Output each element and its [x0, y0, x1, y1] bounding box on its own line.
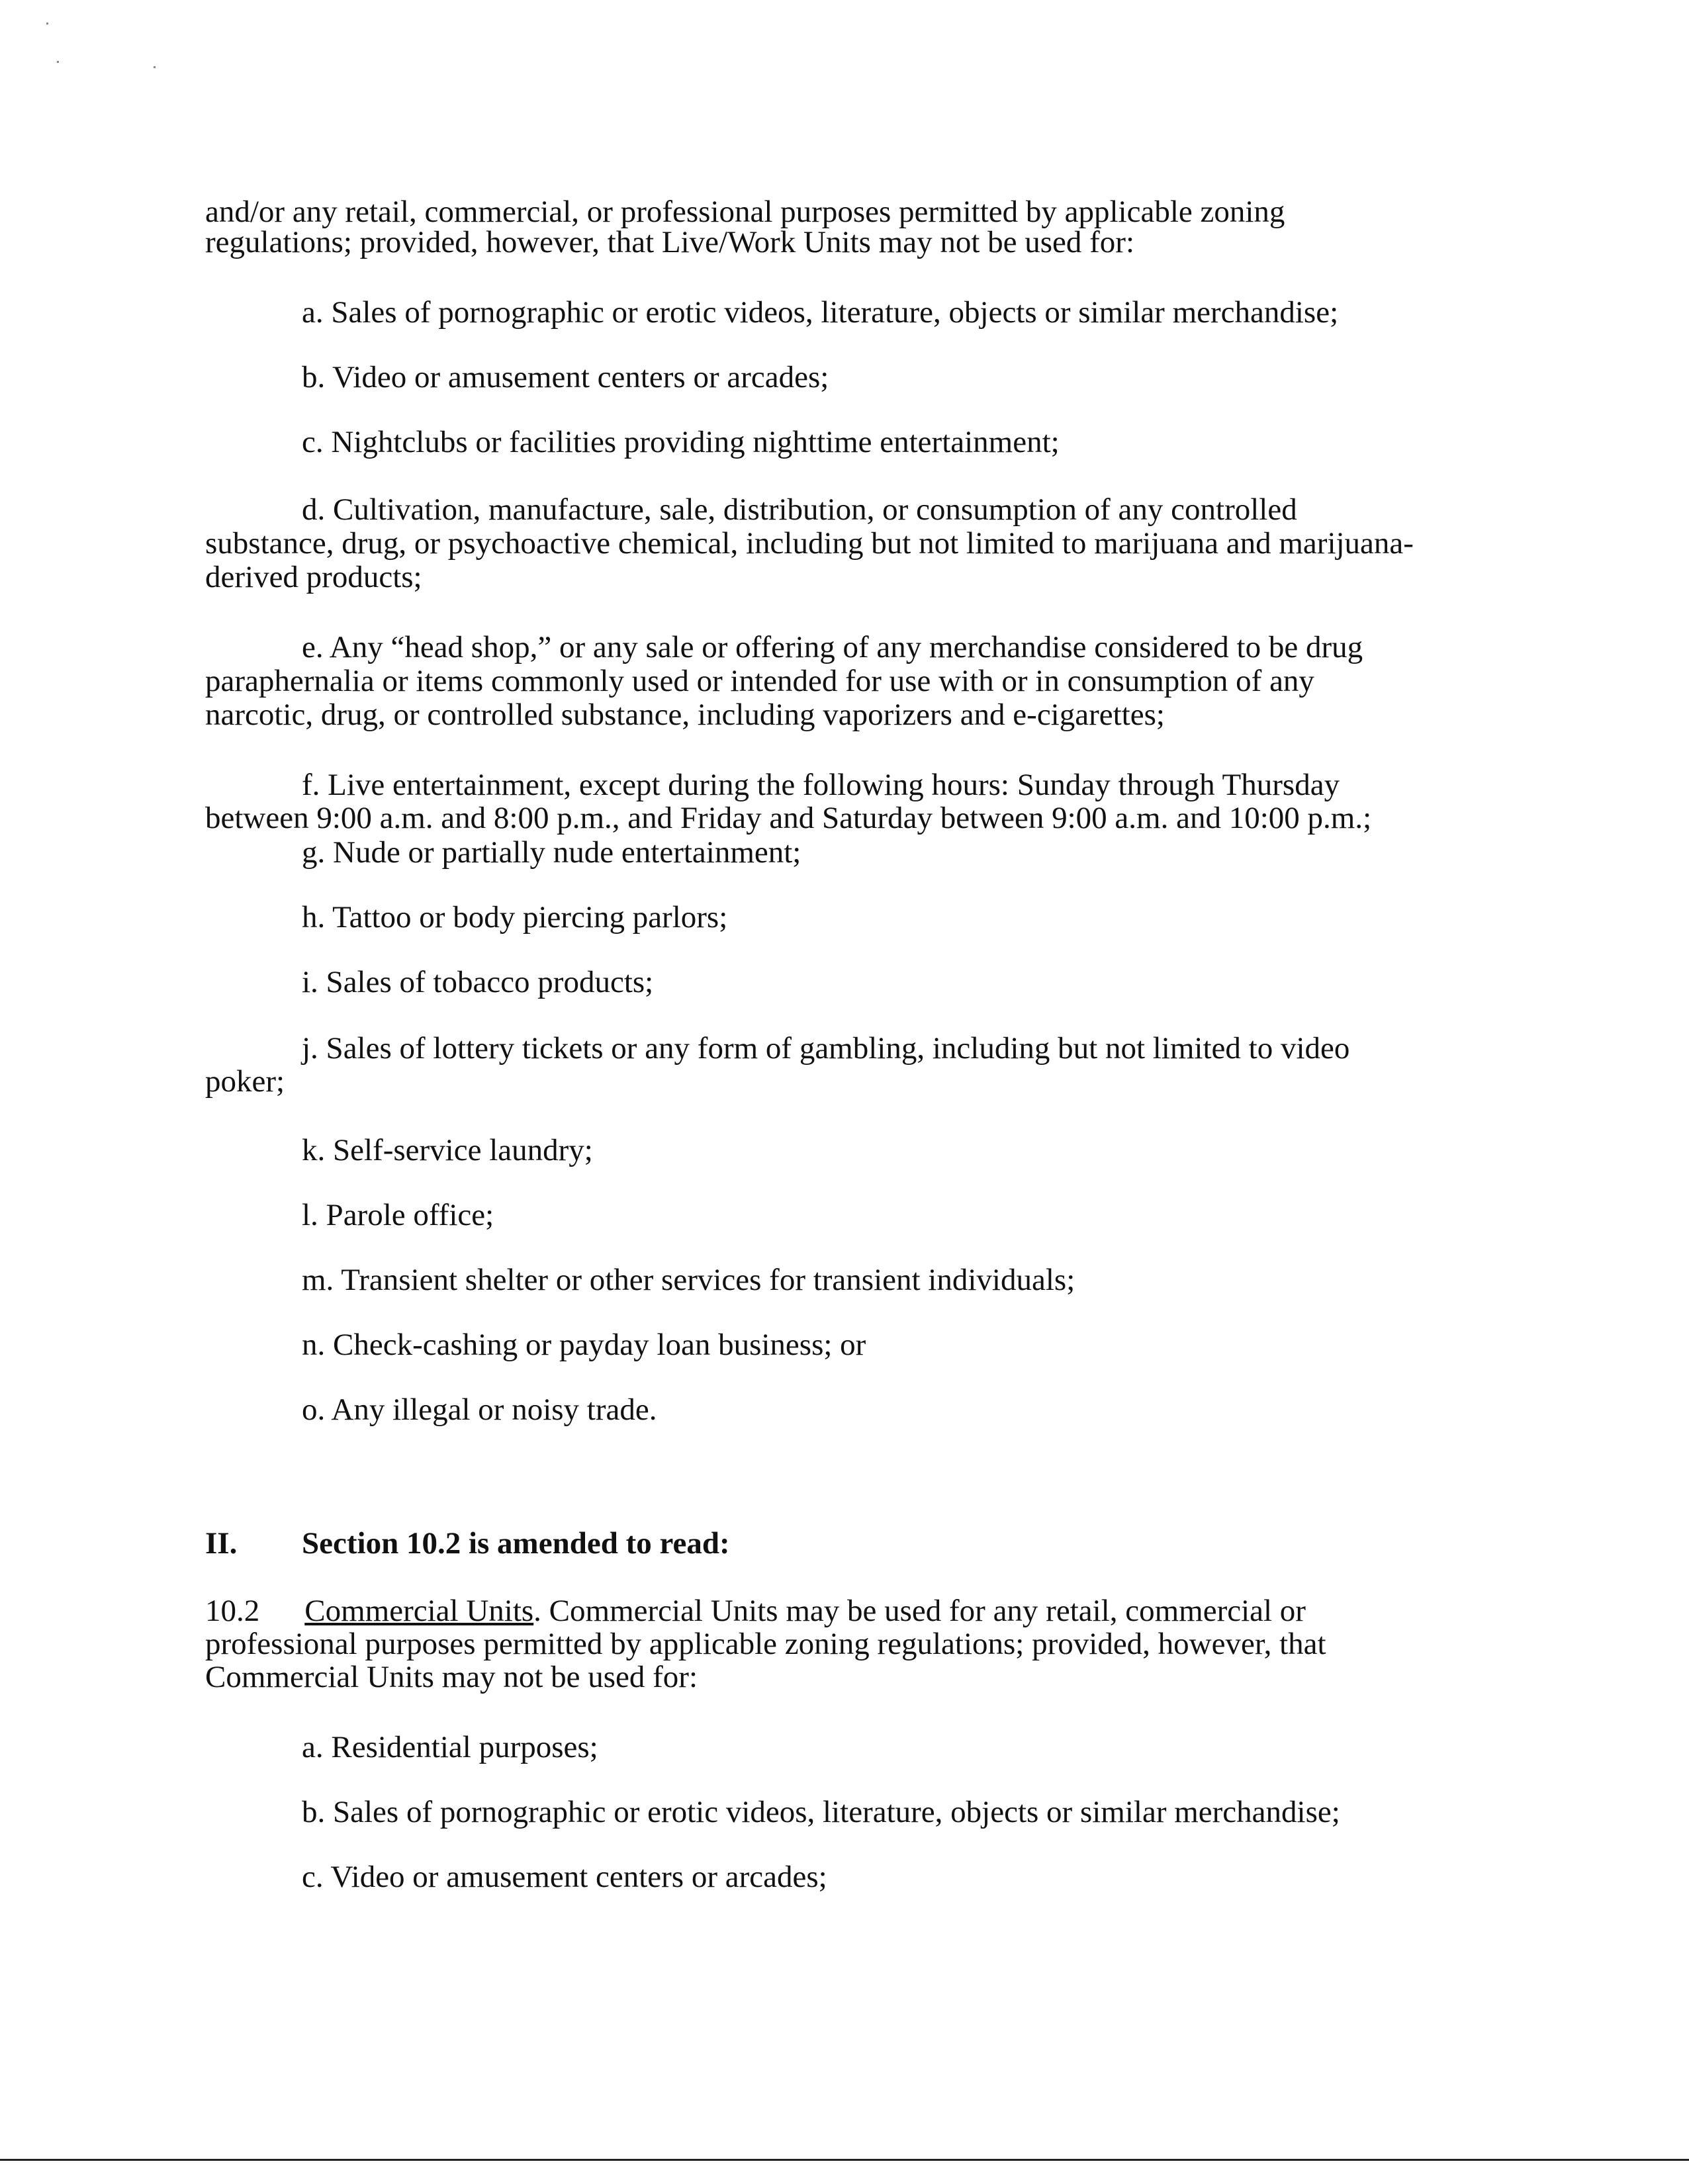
list1-item-j-line-1: j. Sales of lottery tickets or any form of gambling, including but not limited to video — [302, 1031, 1350, 1066]
list2-item-c: c. Video or amusement centers or arcades; — [302, 1860, 827, 1894]
list1-item-i: i. Sales of tobacco products; — [302, 965, 654, 999]
list1-item-l: l. Parole office; — [302, 1198, 494, 1232]
scan-speck — [57, 61, 59, 63]
list1-item-a: a. Sales of pornographic or erotic videos, literature, objects or similar merchandise; — [302, 295, 1339, 330]
paragraph-number: 10.2 — [205, 1594, 260, 1628]
list1-item-b: b. Video or amusement centers or arcades; — [302, 360, 829, 394]
paragraph-10-2-line-2: professional purposes permitted by applicable zoning regulations; provided, however, that — [205, 1627, 1326, 1661]
list1-item-d-line-3: derived products; — [205, 560, 422, 594]
paragraph-10-2-line-1 — [205, 1594, 1306, 1628]
paragraph-10-2-line-3: Commercial Units may not be used for: — [205, 1660, 698, 1694]
list1-item-n: n. Check-cashing or payday loan business; or — [302, 1328, 866, 1362]
intro-line-2: regulations; provided, however, that Live/Work Units may not be used for: — [205, 225, 1135, 259]
list1-item-f-line-1: f. Live entertainment, except during the following hours: Sunday through Thursday — [302, 768, 1340, 802]
paragraph-line-1-text: . Commercial Units may be used for any retail, commercial or — [533, 1594, 1306, 1628]
list1-item-f-line-2: between 9:00 a.m. and 8:00 p.m., and Friday and Saturday between 9:00 a.m. and 10:00 p.m.; — [205, 801, 1372, 835]
list1-item-g: g. Nude or partially nude entertainment; — [302, 835, 801, 870]
page-bottom-rule — [0, 2159, 1689, 2161]
list1-item-k: k. Self-service laundry; — [302, 1133, 593, 1167]
scan-speck — [46, 23, 48, 24]
list1-item-c: c. Nightclubs or facilities providing nighttime entertainment; — [302, 425, 1060, 459]
list1-item-h: h. Tattoo or body piercing parlors; — [302, 900, 728, 934]
list2-item-b: b. Sales of pornographic or erotic videos, literature, objects or similar merchandise; — [302, 1795, 1340, 1829]
list1-item-e-line-1: e. Any “head shop,” or any sale or offering of any merchandise considered to be drug — [302, 630, 1363, 664]
list1-item-j-line-2: poker; — [205, 1064, 285, 1099]
intro-line-1: and/or any retail, commercial, or professional purposes permitted by applicable zoning — [205, 195, 1285, 229]
list1-item-o: o. Any illegal or noisy trade. — [302, 1392, 657, 1427]
paragraph-title: Commercial Units — [304, 1594, 534, 1628]
list1-item-d-line-2: substance, drug, or psychoactive chemical, including but not limited to marijuana and marijuana- — [205, 526, 1414, 561]
list1-item-e-line-3: narcotic, drug, or controlled substance, including vaporizers and e-cigarettes; — [205, 698, 1165, 732]
list2-item-a: a. Residential purposes; — [302, 1730, 598, 1764]
scan-speck — [154, 66, 156, 68]
list1-item-e-line-2: paraphernalia or items commonly used or intended for use with or in consumption of any — [205, 664, 1314, 698]
section-heading: Section 10.2 is amended to read: — [302, 1526, 730, 1561]
list1-item-d-line-1: d. Cultivation, manufacture, sale, distribution, or consumption of any controlled — [302, 492, 1297, 527]
list1-item-m: m. Transient shelter or other services for transient individuals; — [302, 1263, 1075, 1297]
section-number: II. — [205, 1526, 238, 1561]
